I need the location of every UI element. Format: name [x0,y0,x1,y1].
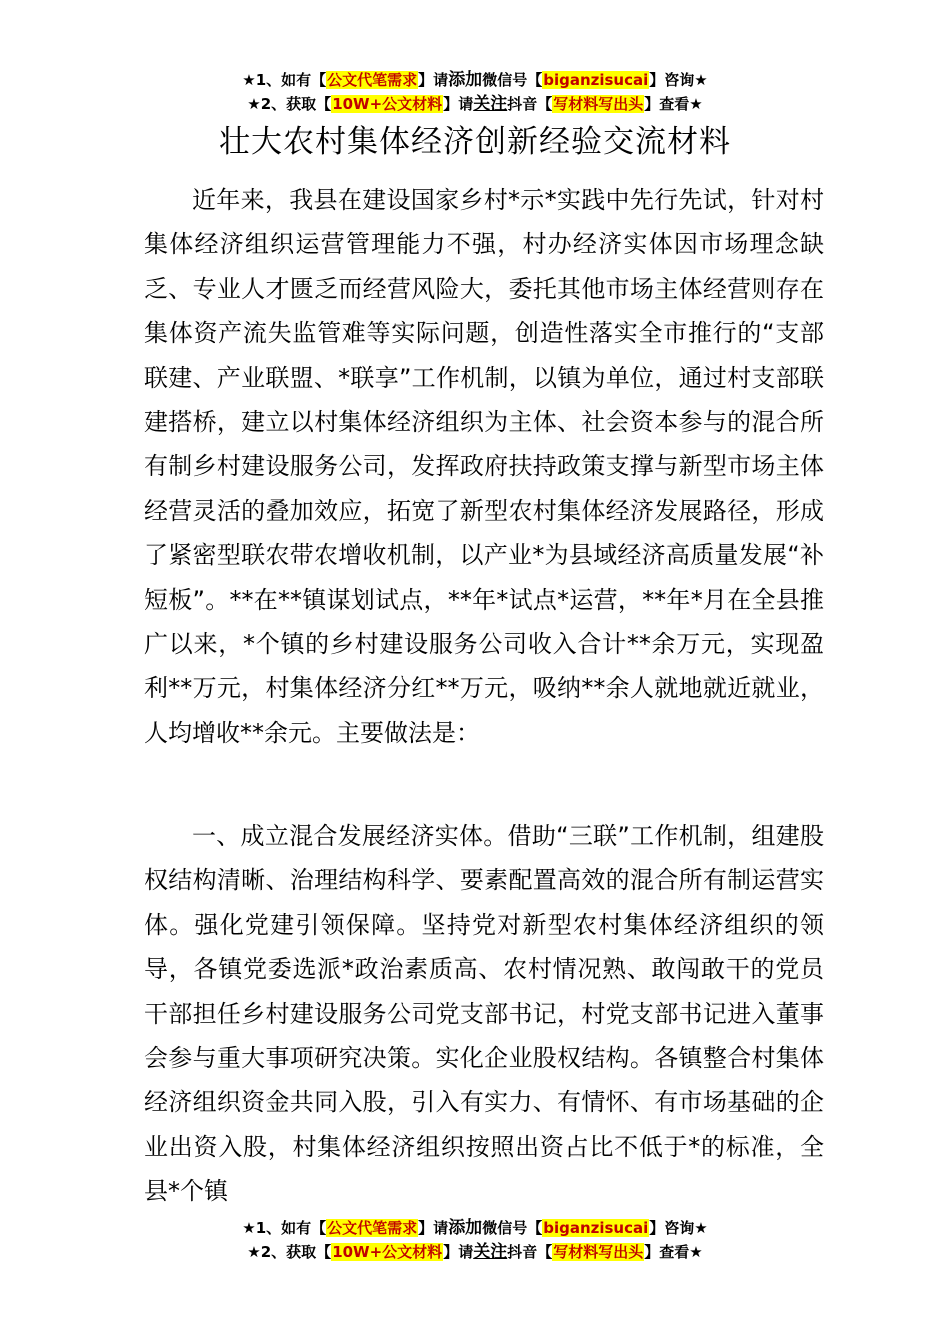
banner-text: 】请 [443,1243,474,1261]
banner-highlight: 写材料写出头 [553,1243,644,1261]
banner-highlight: biganzisucai [543,1219,649,1237]
banner-highlight: biganzisucai [543,71,649,89]
banner-text: 】查看★ [644,1243,703,1261]
banner-text: 】请 [443,95,474,113]
banner-highlight: 10W+公文材料 [332,1243,443,1261]
banner-emphasis: 关注 [473,94,508,114]
banner-text: 微信号【 [482,1219,543,1237]
banner-text: 微信号【 [482,71,543,89]
banner-text: 】咨询★ [649,71,708,89]
banner-text: 】咨询★ [649,1219,708,1237]
banner-text: 】查看★ [644,95,703,113]
top-banner [0,68,950,116]
banner-highlight: 公文代笔需求 [327,71,418,89]
banner-line-1 [0,68,950,92]
banner-text: ★2、获取【 [247,95,332,113]
paragraph-section-1: 一、成立混合发展经济实体。借助“三联”工作机制，组建股权结构清晰、治理结构科学、要素配置高效的混合所有制运营实体。强化党建引领保障。坚持党对新型农村集体经济组织的领导，各镇党委选派*政治素质高、农村情况熟、敢闯敢干的党员干部担任乡村建设服务公司党支部书记，村党支部书记进入董事会参与重大事项研究决策。实化企业股权结构。各镇整合村集体经济组织资金共同入股，引入有实力、有情怀、有市场基础的企业出资入股，村集体经济组织按照出资占比不低于*的标准，全县*个镇 [144,822,824,1206]
banner-line-2 [0,1240,950,1264]
banner-emphasis: 添加 [448,70,483,90]
banner-emphasis: 添加 [448,1218,483,1238]
banner-line-2 [0,92,950,116]
banner-highlight: 公文代笔需求 [327,1219,418,1237]
banner-highlight: 写材料写出头 [553,95,644,113]
banner-text: 抖音【 [507,95,553,113]
banner-text: 】请 [418,71,449,89]
banner-emphasis: 关注 [473,1242,508,1262]
banner-text: 】请 [418,1219,449,1237]
banner-text: ★1、如有【 [242,71,327,89]
banner-highlight: 10W+公文材料 [332,95,443,113]
banner-text: 抖音【 [507,1243,553,1261]
bottom-banner [0,1216,950,1264]
document-title: 壮大农村集体经济创新经验交流材料 [219,124,731,160]
banner-line-1 [0,1216,950,1240]
banner-text: ★2、获取【 [247,1243,332,1261]
paragraph-intro: 近年来，我县在建设国家乡村*示*实践中先行先试，针对村集体经济组织运营管理能力不强，村办经济实体因市场理念缺乏、专业人才匮乏而经营风险大，委托其他市场主体经营则存在集体资产流失监管难等实际问题，创造性落实全市推行的“支部联建、产业联盟、*联享”工作机制，以镇为单位，通过村支部联建搭桥，建立以村集体经济组织为主体、社会资本参与的混合所有制乡村建设服务公司，发挥政府扶持政策支撑与新型市场主体经营灵活的叠加效应，拓宽了新型农村集体经济发展路径，形成了紧密型联农带农增收机制，以产业*为县域经济高质量发展“补短板”。**在**镇谋划试点，**年*试点*运营，**年*月在全县推广以来，*个镇的乡村建设服务公司收入合计**余万元，实现盈利**万元，村集体经济分红**万元，吸纳**余人就地就近就业，人均增收**余元。主要做法是： [144,186,824,747]
banner-text: ★1、如有【 [242,1219,327,1237]
